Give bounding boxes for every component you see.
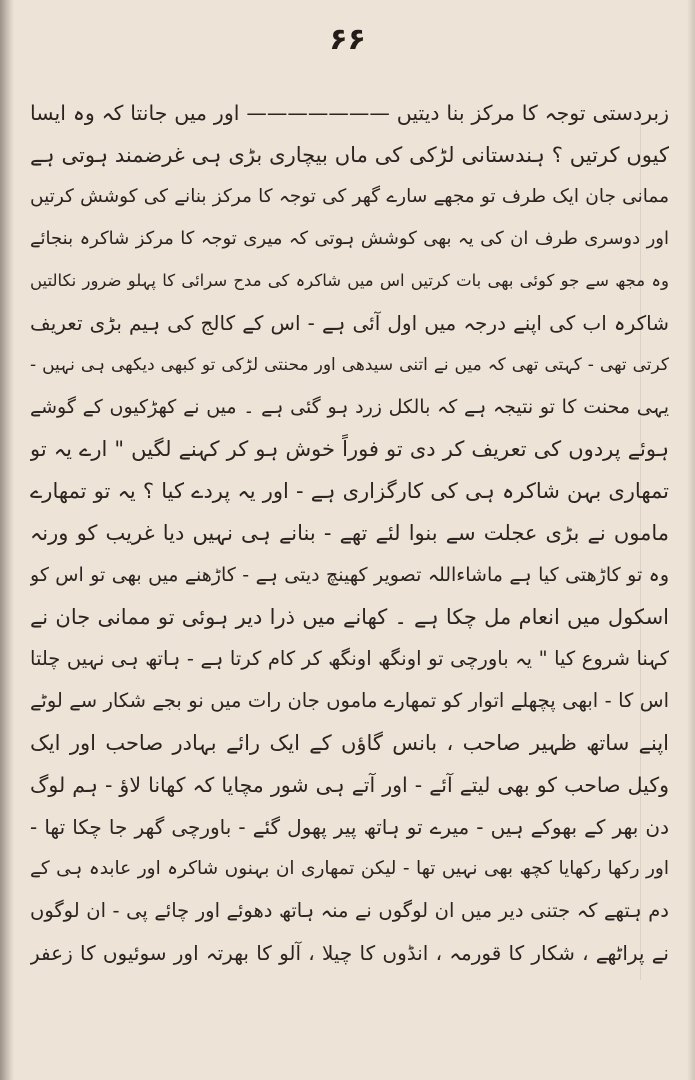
text-line: زبردستی توجہ کا مرکز بنا دیتیں ——————— اور میں جانتا کہ وہ ایسا	[30, 101, 669, 125]
text-line: اور رکھا رکھایا کچھ بھی نہیں تھا - لیکن تمھاری ان بہنوں شاکرہ اور عابدہ ہی کے	[30, 858, 669, 879]
text-line: کیوں کرتیں ؟ ہندستانی لڑکی کی ماں بیچاری بڑی ہی غرضمند ہوتی ہے	[30, 143, 669, 167]
text-line: وکیل صاحب کو بھی لیتے آئے - اور آتے ہی شور مچایا کہ کھانا لاؤ - ہم لوگ	[30, 773, 669, 797]
text-line: ماموں نے بڑی عجلت سے بنوا لئے تھے - بنانے ہی نہیں دیا غریب کو ورنہ	[30, 521, 669, 545]
text-line: ہوئے پردوں کی تعریف کر دی تو فوراً خوش ہو کر کہنے لگیں " ارے یہ تو	[30, 437, 669, 461]
page-edge	[687, 0, 695, 1080]
text-line: کہنا شروع کیا " یہ باورچی تو اونگھ اونگھ کر کام کرتا ہے - ہاتھ ہی نہیں چلتا	[30, 647, 669, 670]
text-line: شاکرہ اب کی اپنے درجہ میں اول آئی ہے - اس کے کالج کی ہیم بڑی تعریف	[30, 311, 669, 335]
text-line: تمھاری بہن شاکرہ ہی کی کارگزاری ہے - اور یہ پردے کیا ؟ یہ تو تمھارے	[30, 479, 669, 503]
text-line: اسکول میں انعام مل چکا ہے ۔ کھانے میں ذرا دیر ہوئی تو ممانی جان نے	[30, 605, 669, 629]
text-line: نے پراٹھے ، شکار کا قورمہ ، انڈوں کا چیلا ، آلو کا بھرتہ اور سوئیوں کا زعفر	[30, 941, 669, 965]
text-line: دن بھر کے بھوکے ہیں - میرے تو ہاتھ پیر پھول گئے - باورچی گھر جا چکا تھا -	[30, 815, 669, 839]
text-line: وہ مجھ سے جو کوئی بھی بات کرتیں اس میں شاکرہ کی مدح سرائی کا پہلو ضرور نکالتیں	[30, 271, 669, 290]
text-line: اس کا - ابھی پچھلے اتوار کو تمھارے ماموں جان رات میں نو بجے شکار سے لوٹے	[30, 689, 669, 712]
text-line: دم ہتھے کہ جتنی دیر میں ان لوگوں نے منہ ہاتھ دھوئے اور چائے پی - ان لوگوں	[30, 899, 669, 922]
page-number: ۶۶	[329, 22, 366, 57]
binding-shadow	[0, 0, 14, 1080]
text-line: اور دوسری طرف ان کی یہ بھی کوشش ہوتی کہ میری توجہ کا مرکز شاکرہ بنجائے	[30, 228, 669, 249]
text-line: وہ تو کاڑھتی کیا ہے ماشاءاللہ تصویر کھینچ دیتی ہے - کاڑھنے میں بھی تو اس کو	[30, 564, 669, 586]
text-line: ممانی جان ایک طرف تو مجھے سارے گھر کی توجہ کا مرکز بنانے کی کوشش کرتیں	[30, 186, 669, 207]
body-text	[30, 92, 669, 974]
text-line: اپنے ساتھ ظہیر صاحب ، بانس گاؤں کے ایک رائے بہادر صاحب اور ایک	[30, 731, 669, 755]
text-line: یہی محنت کا تو نتیجہ ہے کہ بالکل زرد ہو گئی ہے ۔ میں نے کھڑکیوں کے گوشے	[30, 396, 669, 418]
text-line: کرتی تھی - کہتی تھی کہ میں نے اتنی سیدھی اور محنتی لڑکی تو کبھی دیکھی ہی نہیں -	[30, 355, 669, 375]
